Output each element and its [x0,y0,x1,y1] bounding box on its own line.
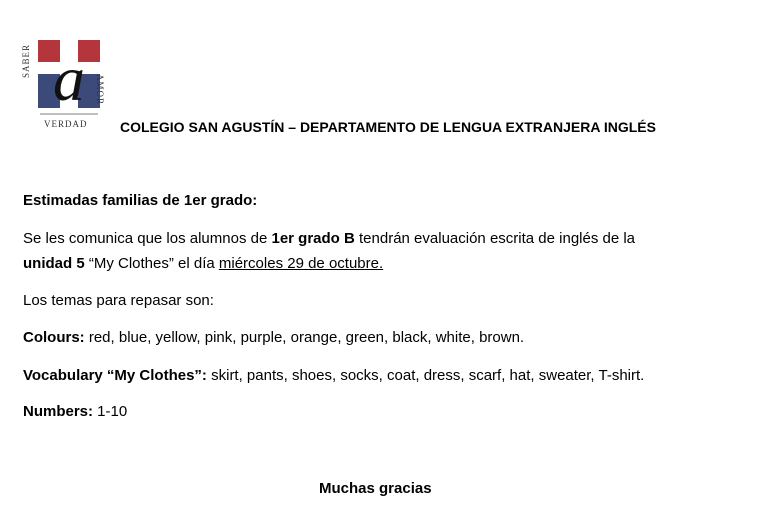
colours-line [23,329,524,346]
vocabulary-label: Vocabulary “My Clothes”: [23,367,207,384]
vocabulary-line [23,367,644,384]
announcement-line-1 [23,230,635,247]
announcement-text: tendrán evaluación escrita de inglés de la [354,230,636,247]
exam-date: miércoles 29 de octubre. [218,255,384,272]
unit-label: unidad 5 [23,255,85,272]
colours-text: red, blue, yellow, pink, purple, orange, green, black, white, brown. [84,329,525,346]
grade-label: 1er grado B [271,230,355,247]
numbers-line [23,403,127,420]
logo-text-verdad: VERDAD [44,119,88,129]
topics-intro: Los temas para repasar son: [23,292,214,309]
numbers-label: Numbers: [23,403,94,420]
logo-text-amor: AMOR [95,74,105,106]
closing: Muchas gracias [319,480,432,497]
greeting: Estimadas familias de 1er grado: [23,192,258,209]
logo-text-saber: SABER [21,43,31,78]
page-header: COLEGIO SAN AGUSTÍN – DEPARTAMENTO DE LENGUA EXTRANJERA INGLÉS [120,119,656,135]
announcement-text: Se les comunica que los alumnos de [23,230,272,247]
announcement-text: “My Clothes” el día [84,255,219,272]
numbers-text: 1-10 [93,403,128,420]
vocabulary-text: skirt, pants, shoes, socks, coat, dress, scarf, hat, sweater, T-shirt. [206,367,645,384]
announcement-line-2 [23,255,383,272]
svg-text:a: a [53,43,85,114]
colours-label: Colours: [23,329,85,346]
